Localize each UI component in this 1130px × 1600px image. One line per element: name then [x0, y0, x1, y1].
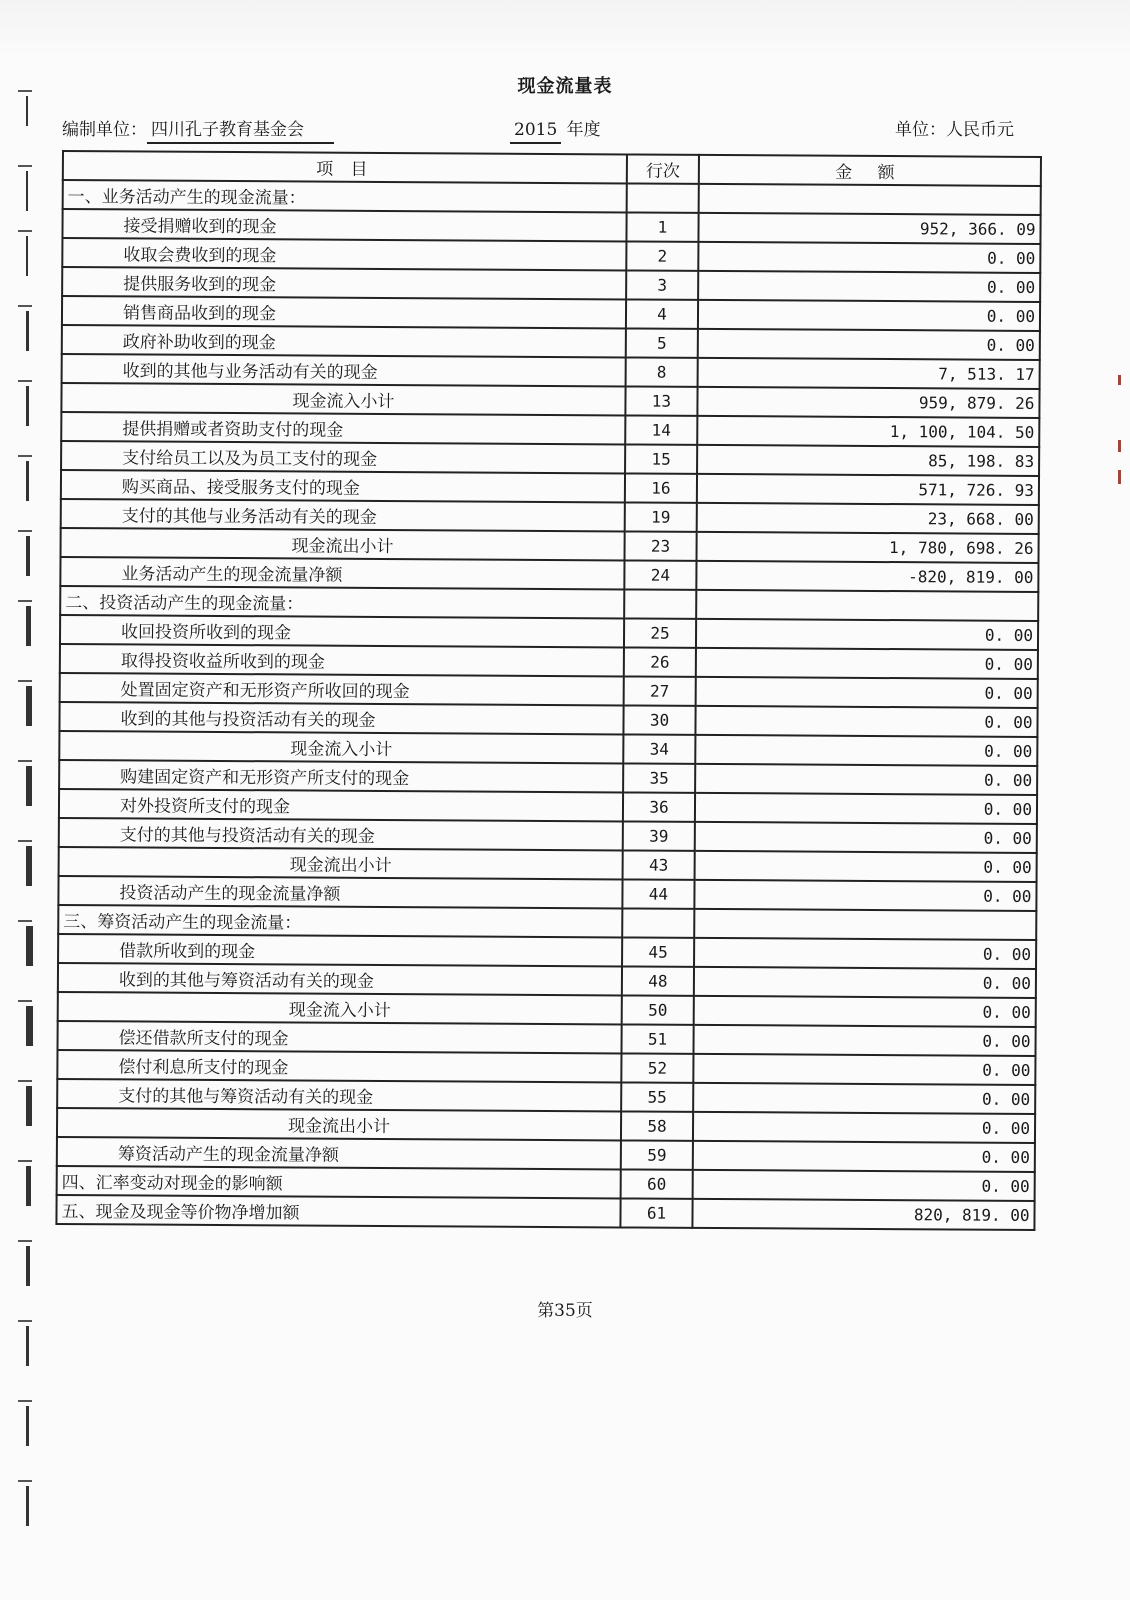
item-label: 一、业务活动产生的现金流量： [63, 180, 627, 212]
amount-value: 1, 100, 104. 50 [697, 416, 1039, 447]
document-title: 现金流量表 [517, 76, 613, 97]
binding-tick [18, 840, 32, 842]
item-label: 提供捐赠或者资助支付的现金 [61, 412, 625, 444]
amount-value: 85, 198. 83 [697, 445, 1039, 476]
line-number: 61 [620, 1198, 692, 1227]
amount-value: 0. 00 [693, 1170, 1035, 1201]
line-number: 39 [623, 821, 695, 850]
page-number: 第35页 [537, 1301, 593, 1321]
amount-value: 0. 00 [695, 822, 1037, 853]
line-number: 50 [622, 995, 694, 1024]
year-value: 2015 [510, 120, 561, 144]
item-label: 四、汇率变动对现金的影响额 [57, 1166, 621, 1198]
line-number: 25 [624, 618, 696, 647]
amount-value: 571, 726. 93 [697, 474, 1039, 505]
org-line [62, 115, 334, 144]
item-label: 业务活动产生的现金流量净额 [60, 557, 624, 589]
line-number: 19 [625, 502, 697, 531]
binding-hole [26, 1006, 33, 1046]
binding-hole [26, 461, 29, 501]
line-number: 35 [623, 763, 695, 792]
line-number: 58 [621, 1111, 693, 1140]
line-number: 26 [624, 647, 696, 676]
margin-mark [1118, 440, 1121, 452]
line-number: 60 [621, 1169, 693, 1198]
amount-value: 0. 00 [696, 648, 1038, 679]
line-number: 2 [626, 241, 698, 270]
binding-hole [26, 846, 32, 886]
binding-hole [26, 1086, 32, 1126]
margin-mark [1118, 375, 1121, 385]
scan-shadow [0, 0, 1130, 55]
amount-value: 0. 00 [698, 329, 1040, 360]
amount-value: 0. 00 [693, 1141, 1035, 1172]
item-label: 五、现金及现金等价物净增加额 [56, 1195, 620, 1227]
header-amount: 金 额 [699, 155, 1041, 186]
line-number: 59 [621, 1140, 693, 1169]
item-label: 偿还借款所支付的现金 [58, 1021, 622, 1053]
line-number: 16 [625, 473, 697, 502]
binding-tick [18, 1080, 32, 1082]
amount-value: 1, 780, 698. 26 [697, 532, 1039, 563]
line-number: 36 [623, 792, 695, 821]
binding-hole [26, 1326, 29, 1366]
line-number: 48 [622, 966, 694, 995]
item-label: 销售商品收到的现金 [62, 296, 626, 328]
binding-hole [26, 1406, 29, 1446]
binding-hole [26, 96, 28, 126]
binding-tick [18, 920, 32, 922]
amount-value: 0. 00 [695, 793, 1037, 824]
line-number: 24 [624, 560, 696, 589]
binding-hole [26, 1246, 30, 1286]
line-number: 23 [625, 531, 697, 560]
line-number: 51 [621, 1024, 693, 1053]
item-label: 支付的其他与投资活动有关的现金 [59, 818, 623, 850]
amount-value [696, 590, 1038, 621]
line-number: 4 [626, 299, 698, 328]
amount-value: 820, 819. 00 [692, 1199, 1034, 1230]
item-label: 对外投资所支付的现金 [59, 789, 623, 821]
amount-value: 0. 00 [698, 242, 1040, 273]
line-number: 55 [621, 1082, 693, 1111]
item-label: 支付给员工以及为员工支付的现金 [61, 441, 625, 473]
amount-value: 0. 00 [694, 880, 1036, 911]
binding-tick [18, 380, 32, 382]
line-number [622, 908, 694, 937]
binding-hole [26, 1166, 31, 1206]
binding-tick [18, 230, 32, 232]
item-label: 现金流入小计 [61, 383, 625, 415]
line-number [627, 183, 699, 212]
amount-value: 0. 00 [695, 706, 1037, 737]
binding-tick [18, 165, 32, 167]
item-label: 接受捐赠收到的现金 [62, 209, 626, 241]
binding-tick [18, 530, 32, 532]
org-label: 编制单位： [62, 120, 147, 140]
header-item: 项 目 [63, 151, 627, 183]
binding-hole [26, 606, 31, 646]
item-label: 现金流出小计 [59, 847, 623, 879]
amount-value: 0. 00 [698, 271, 1040, 302]
binding-tick [18, 760, 32, 762]
item-label: 购建固定资产和无形资产所支付的现金 [59, 760, 623, 792]
item-label: 购买商品、接受服务支付的现金 [61, 470, 625, 502]
line-number: 1 [626, 212, 698, 241]
line-number [624, 589, 696, 618]
binding-hole [26, 311, 29, 351]
binding-hole [26, 171, 28, 211]
binding-hole [26, 536, 30, 576]
item-label: 支付的其他与业务活动有关的现金 [61, 499, 625, 531]
amount-value: 0. 00 [694, 938, 1036, 969]
line-number: 13 [625, 386, 697, 415]
amount-value [699, 184, 1041, 215]
amount-value: 0. 00 [693, 1112, 1035, 1143]
amount-value: 952, 366. 09 [698, 213, 1040, 244]
item-label: 二、投资活动产生的现金流量： [60, 586, 624, 618]
section-row [56, 1195, 1034, 1230]
binding-hole [26, 766, 32, 806]
line-number: 43 [623, 850, 695, 879]
amount-value: 0. 00 [698, 300, 1040, 331]
item-label: 三、筹资活动产生的现金流量： [58, 905, 622, 937]
item-label: 收到的其他与投资活动有关的现金 [59, 702, 623, 734]
binding-hole [26, 236, 28, 276]
binding-tick [18, 680, 32, 682]
binding-tick [18, 1480, 32, 1482]
line-number: 14 [625, 415, 697, 444]
item-label: 借款所收到的现金 [58, 934, 622, 966]
item-label: 现金流出小计 [61, 528, 625, 560]
binding-tick [18, 1400, 32, 1402]
line-number: 44 [622, 879, 694, 908]
line-number: 34 [623, 734, 695, 763]
amount-value [694, 909, 1036, 940]
item-label: 偿付利息所支付的现金 [57, 1050, 621, 1082]
item-label: 收到的其他与筹资活动有关的现金 [58, 963, 622, 995]
binding-tick [18, 600, 32, 602]
header-line-no: 行次 [627, 154, 699, 183]
amount-value: 959, 879. 26 [697, 387, 1039, 418]
amount-value: 0. 00 [695, 851, 1037, 882]
amount-value: 0. 00 [693, 1083, 1035, 1114]
binding-tick [18, 1000, 32, 1002]
amount-value: 0. 00 [694, 996, 1036, 1027]
binding-tick [18, 1160, 32, 1162]
item-label: 政府补助收到的现金 [62, 325, 626, 357]
line-number: 3 [626, 270, 698, 299]
item-label: 收回投资所收到的现金 [60, 615, 624, 647]
item-label: 现金流出小计 [57, 1108, 621, 1140]
amount-value: 0. 00 [693, 1025, 1035, 1056]
line-number: 5 [626, 328, 698, 357]
amount-value: 0. 00 [695, 764, 1037, 795]
item-label: 现金流入小计 [59, 731, 623, 763]
amount-value: 0. 00 [693, 1054, 1035, 1085]
item-label: 取得投资收益所收到的现金 [60, 644, 624, 676]
amount-value: 23, 668. 00 [697, 503, 1039, 534]
item-label: 收取会费收到的现金 [62, 238, 626, 270]
binding-marks [18, 70, 48, 1550]
binding-hole [26, 926, 33, 966]
line-number: 15 [625, 444, 697, 473]
item-label: 收到的其他与业务活动有关的现金 [62, 354, 626, 386]
line-number: 52 [621, 1053, 693, 1082]
line-number: 45 [622, 937, 694, 966]
amount-value: 7, 513. 17 [698, 358, 1040, 389]
item-label: 支付的其他与筹资活动有关的现金 [57, 1079, 621, 1111]
binding-tick [18, 1240, 32, 1242]
amount-value: 0. 00 [694, 967, 1036, 998]
margin-mark [1118, 470, 1121, 484]
amount-value: 0. 00 [696, 619, 1038, 650]
line-number: 27 [624, 676, 696, 705]
item-label: 提供服务收到的现金 [62, 267, 626, 299]
amount-value: 0. 00 [696, 677, 1038, 708]
item-label: 筹资活动产生的现金流量净额 [57, 1137, 621, 1169]
amount-value: 0. 00 [695, 735, 1037, 766]
binding-hole [26, 686, 32, 726]
item-label: 处置固定资产和无形资产所收回的现金 [60, 673, 624, 705]
binding-tick [18, 305, 32, 307]
currency-unit: 单位：人民币元 [895, 120, 1014, 140]
binding-hole [26, 1486, 29, 1526]
org-name: 四川孔子教育基金会 [147, 115, 334, 144]
line-number: 30 [623, 705, 695, 734]
year-suffix: 年度 [566, 120, 601, 140]
year-line [510, 115, 601, 144]
item-label: 现金流入小计 [58, 992, 622, 1024]
item-label: 投资活动产生的现金流量净额 [58, 876, 622, 908]
amount-value: -820, 819. 00 [696, 561, 1038, 592]
line-number: 8 [626, 357, 698, 386]
binding-tick [18, 455, 32, 457]
binding-hole [26, 386, 29, 426]
cash-flow-table [55, 150, 1042, 1231]
